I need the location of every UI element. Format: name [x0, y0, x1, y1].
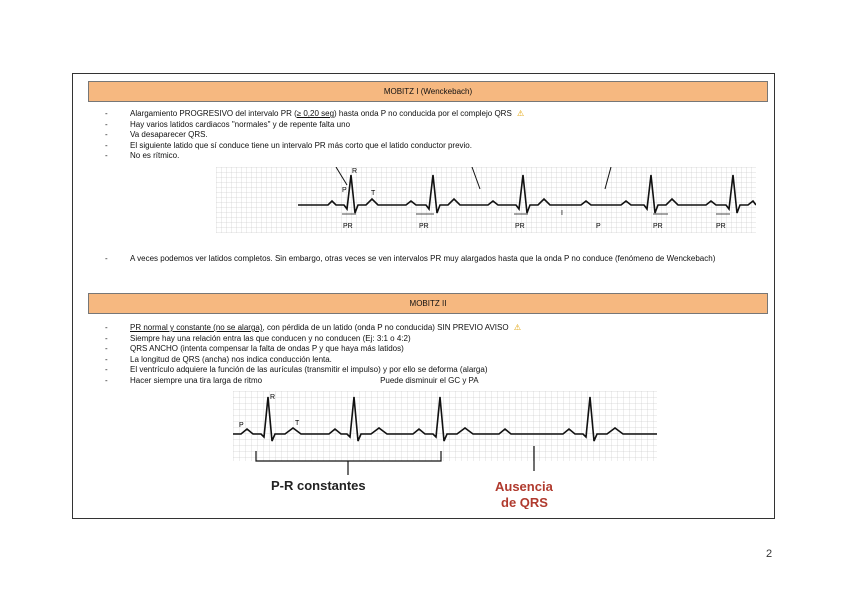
list-item: - Siempre hay una relación entra las que conducen y no conducen (Ej: 3:1 o 4:2)	[105, 334, 745, 345]
list-item: - A veces podemos ver latidos completos. Sin embargo, otras veces se ven intervalos PR muy alargados hasta que la onda P no conduce (fenómeno de Wenckebach)	[105, 254, 745, 265]
warning-icon: ⚠	[513, 323, 521, 332]
ecg-label-r: R	[270, 394, 276, 401]
ecg-label-pr: PR	[515, 223, 525, 230]
list-item: - Hay varios latidos cardiacos "normales" y de repente falta uno	[105, 120, 745, 131]
ecg-label-pr: PR	[419, 223, 429, 230]
list-item: - La longitud de QRS (ancha) nos indica conducción lenta.	[105, 355, 745, 366]
ecg-label-r: R	[352, 168, 358, 175]
ecg-label-p-mid: P	[596, 223, 601, 230]
ecg-label-i: I	[561, 210, 563, 217]
warning-icon: ⚠	[517, 109, 525, 118]
ecg-label-t: T	[295, 420, 300, 427]
ecg-strip-mobitz2	[233, 391, 657, 509]
ecg-label-pr: PR	[653, 223, 663, 230]
ecg-strip-mobitz1	[216, 167, 756, 233]
mobitz1-header	[88, 81, 768, 102]
ecg-label-t: T	[371, 190, 376, 197]
ecg-grid	[216, 167, 756, 233]
list-item: - Alargamiento PROGRESIVO del intervalo PR (≥ 0,20 seg) hasta onda P no conducida por el complejo QRS ⚠	[105, 109, 745, 120]
ecg-label-pr: PR	[716, 223, 726, 230]
absence-label-2: de QRS	[501, 495, 548, 509]
list-item: - Hacer siempre una tira larga de ritmo Puede disminuir el GC y PA	[105, 376, 745, 387]
list-item: - No es rítmico.	[105, 151, 745, 162]
gc-note: Puede disminuir el GC y PA	[380, 375, 479, 385]
page-number: 2	[766, 548, 773, 560]
ecg-label-p: P	[342, 187, 347, 194]
pr-constant-label: P-R constantes	[271, 478, 366, 493]
absence-label-1: Ausencia	[495, 479, 553, 494]
ecg-label-p: P	[239, 422, 244, 429]
mobitz1-title: MOBITZ I (Wenckebach)	[383, 87, 473, 96]
mobitz1-list	[105, 109, 745, 162]
mobitz2-header	[88, 293, 768, 314]
mobitz2-list	[105, 323, 745, 386]
list-item: - QRS ANCHO (intenta compensar la falta de ondas P y que haya más latidos)	[105, 344, 745, 355]
ecg-label-pr: PR	[343, 223, 353, 230]
list-item: - Va desaparecer QRS.	[105, 130, 745, 141]
list-item: - El siguiente latido que sí conduce tiene un intervalo PR más corto que el latido conductor previo.	[105, 141, 745, 152]
mobitz2-title: MOBITZ II	[409, 299, 447, 308]
content-frame	[72, 73, 775, 519]
list-item: - El ventrículo adquiere la función de las aurículas (transmitir el impulso) y por ello se deforma (alarga)	[105, 365, 745, 376]
mobitz1-list-2	[105, 254, 745, 265]
list-item: - PR normal y constante (no se alarga), con pérdida de un latido (onda P no conducida) SIN PREVIO AVISO ⚠	[105, 323, 745, 334]
